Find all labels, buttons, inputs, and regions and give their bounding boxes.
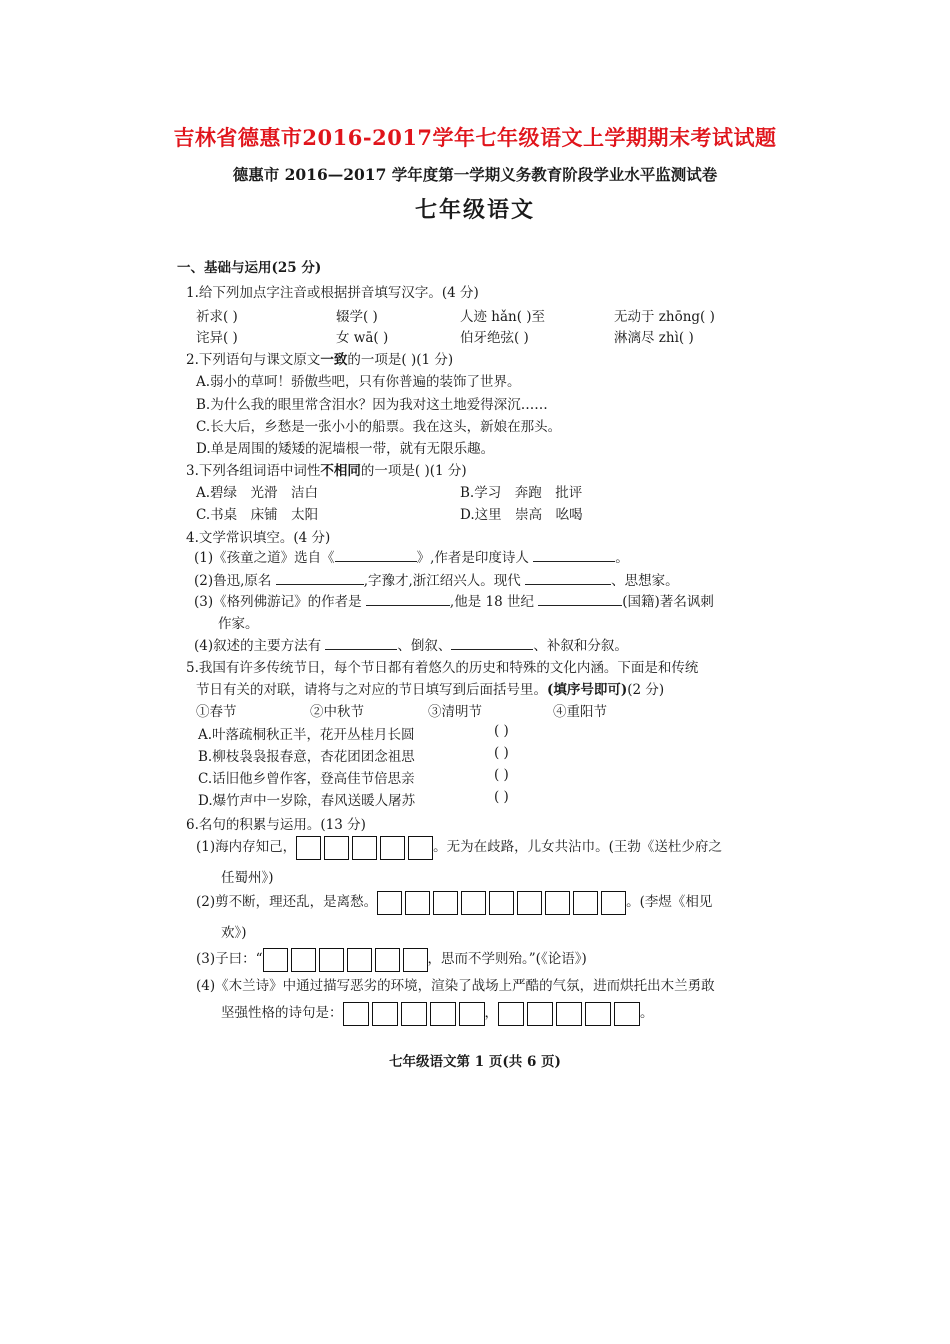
q3-stem-emphasis: 不相同 bbox=[320, 463, 361, 479]
q3-option: C.书桌 床铺 太阳 bbox=[196, 507, 319, 523]
q6-line bbox=[221, 999, 654, 1027]
q6-text: 任蜀州》) bbox=[221, 870, 274, 886]
page-footer: 七年级语文第 1 页(共 6 页) bbox=[389, 1054, 561, 1070]
answer-blank[interactable] bbox=[538, 592, 622, 606]
q3-option: D.这里 崇高 吆喝 bbox=[460, 507, 583, 523]
char-box[interactable] bbox=[377, 891, 402, 915]
char-box[interactable] bbox=[573, 891, 598, 915]
q2-stem-text: 的一项是( )(1 分) bbox=[347, 352, 454, 368]
char-box[interactable] bbox=[433, 891, 458, 915]
q4-text: 》,作者是印度诗人 bbox=[416, 550, 529, 566]
q1-item: 辍学( ) bbox=[336, 309, 378, 325]
char-box[interactable] bbox=[375, 948, 400, 972]
q2-option: C.长大后，乡愁是一张小小的船票。我在这头，新娘在那头。 bbox=[196, 419, 562, 435]
couplet: A.叶落疏桐秋正半，花开丛桂月长圆 bbox=[198, 727, 415, 743]
char-box[interactable] bbox=[319, 948, 344, 972]
char-box[interactable] bbox=[291, 948, 316, 972]
char-box[interactable] bbox=[372, 1002, 398, 1026]
festival-option: ③清明节 bbox=[428, 704, 482, 720]
q4-text: (3)《格列佛游记》的作者是 bbox=[194, 594, 362, 610]
char-box[interactable] bbox=[556, 1002, 582, 1026]
q5-stem bbox=[196, 678, 664, 698]
q3-stem bbox=[186, 459, 467, 479]
festival-option: ②中秋节 bbox=[310, 704, 364, 720]
q1-item: 无动于 zhōng( ) bbox=[614, 309, 715, 325]
answer-blank[interactable] bbox=[451, 636, 533, 650]
q6-text: (1)海内存知己， bbox=[196, 839, 297, 855]
q6-text: 坚强性格的诗句是： bbox=[221, 1005, 343, 1021]
q3-stem-text: 的一项是( )(1 分) bbox=[360, 463, 467, 479]
q6-line bbox=[196, 833, 722, 861]
q2-option: B.为什么我的眼里常含泪水？因为我对这土地爱得深沉…… bbox=[196, 397, 548, 413]
q4-text: 作家。 bbox=[218, 616, 259, 632]
answer-paren[interactable]: ( ) bbox=[494, 745, 509, 761]
q6-text: (2)剪不断，理还乱，是离愁。 bbox=[196, 894, 378, 910]
q4-stem: 4.文学常识填空。(4 分) bbox=[186, 530, 331, 546]
q1-item: 祈求( ) bbox=[196, 309, 238, 325]
char-box[interactable] bbox=[489, 891, 514, 915]
q6-text: 。无为在歧路，儿女共沾巾。(王勃《送杜少府之 bbox=[433, 839, 722, 855]
q5-stem-text: 节日有关的对联，请将与之对应的节日填写到后面括号里。 bbox=[196, 682, 547, 698]
answer-paren[interactable]: ( ) bbox=[494, 789, 509, 805]
answer-boxes[interactable] bbox=[296, 836, 433, 860]
answer-paren[interactable]: ( ) bbox=[494, 723, 509, 739]
q4-line bbox=[194, 546, 629, 566]
char-box[interactable] bbox=[601, 891, 626, 915]
q6-line bbox=[196, 945, 587, 973]
q6-text: ， bbox=[484, 1005, 498, 1021]
answer-blank[interactable] bbox=[366, 592, 450, 606]
q4-text: (2)鲁迅,原名 bbox=[194, 573, 272, 589]
answer-boxes[interactable] bbox=[343, 1002, 485, 1026]
q2-stem-text: 2.下列语句与课文原文 bbox=[186, 352, 321, 368]
char-box[interactable] bbox=[324, 836, 349, 860]
char-box[interactable] bbox=[545, 891, 570, 915]
q6-text: 欢》) bbox=[221, 925, 247, 941]
q4-line bbox=[194, 590, 714, 610]
q1-item: 诧异( ) bbox=[196, 330, 238, 346]
q6-text: ，思而不学则殆。”(《论语》) bbox=[427, 951, 587, 967]
char-box[interactable] bbox=[408, 836, 433, 860]
q4-text: (1)《孩童之道》选自《 bbox=[194, 550, 335, 566]
char-box[interactable] bbox=[459, 1002, 485, 1026]
char-box[interactable] bbox=[585, 1002, 611, 1026]
q1-item: 人迹 hǎn( )至 bbox=[460, 309, 546, 325]
q4-text: ,他是 18 世纪 bbox=[449, 594, 534, 610]
q3-option: A.碧绿 光滑 洁白 bbox=[196, 485, 319, 501]
q2-stem bbox=[186, 348, 453, 368]
q6-line bbox=[196, 888, 712, 916]
q1-stem: 1.给下列加点字注音或根据拼音填写汉字。(4 分) bbox=[186, 285, 479, 301]
char-box[interactable] bbox=[347, 948, 372, 972]
q2-stem-emphasis: 一致 bbox=[320, 352, 348, 368]
char-box[interactable] bbox=[263, 948, 288, 972]
answer-boxes[interactable] bbox=[377, 891, 626, 915]
q6-text: (3)子曰：“ bbox=[196, 951, 263, 967]
document-title: 吉林省德惠市2016-2017学年七年级语文上学期期末考试试题 bbox=[173, 125, 777, 150]
exam-subtitle: 德惠市 2016—2017 学年度第一学期义务教育阶段学业水平监测试卷 bbox=[232, 165, 718, 184]
q6-stem: 6.名句的积累与运用。(13 分) bbox=[186, 817, 366, 833]
answer-blank[interactable] bbox=[525, 571, 611, 585]
char-box[interactable] bbox=[296, 836, 321, 860]
q6-text: 。 bbox=[640, 1005, 654, 1021]
q5-stem: 5.我国有许多传统节日，每个节日都有着悠久的历史和特殊的文化内涵。下面是和传统 bbox=[186, 660, 699, 676]
q5-stem-text: (2 分) bbox=[627, 682, 665, 698]
char-box[interactable] bbox=[352, 836, 377, 860]
char-box[interactable] bbox=[405, 891, 430, 915]
q4-text: (4)叙述的主要方法有 bbox=[194, 638, 322, 654]
exam-title: 七年级语文 bbox=[414, 197, 535, 223]
q4-line bbox=[194, 569, 679, 589]
char-box[interactable] bbox=[403, 948, 428, 972]
q4-text: 、倒叙、 bbox=[397, 638, 452, 654]
q1-item: 伯牙绝弦( ) bbox=[460, 330, 529, 346]
q5-stem-emphasis: (填序号即可) bbox=[547, 682, 628, 698]
q3-option: B.学习 奔跑 批评 bbox=[460, 485, 583, 501]
q4-text: 。 bbox=[615, 550, 629, 566]
answer-boxes[interactable] bbox=[263, 948, 428, 972]
answer-paren[interactable]: ( ) bbox=[494, 767, 509, 783]
section-heading: 一、基础与运用(25 分) bbox=[177, 260, 322, 276]
q4-text: 、思想家。 bbox=[611, 573, 679, 589]
q2-option: D.单是周围的矮矮的泥墙根一带，就有无限乐趣。 bbox=[196, 441, 495, 457]
answer-boxes[interactable] bbox=[498, 1002, 640, 1026]
q2-option: A.弱小的草呵！骄傲些吧，只有你普遍的装饰了世界。 bbox=[196, 374, 521, 390]
answer-blank[interactable] bbox=[335, 548, 417, 562]
answer-blank[interactable] bbox=[276, 571, 364, 585]
answer-blank[interactable] bbox=[533, 548, 615, 562]
char-box[interactable] bbox=[517, 891, 542, 915]
char-box[interactable] bbox=[461, 891, 486, 915]
q4-text: (国籍)著名讽刺 bbox=[622, 594, 714, 610]
char-box[interactable] bbox=[614, 1002, 640, 1026]
couplet: D.爆竹声中一岁除，春风送暖人屠苏 bbox=[198, 793, 416, 809]
char-box[interactable] bbox=[527, 1002, 553, 1026]
festival-option: ①春节 bbox=[196, 704, 237, 720]
q4-line bbox=[194, 634, 628, 654]
q1-item: 淋漓尽 zhì( ) bbox=[614, 330, 694, 346]
q1-item: 女 wā( ) bbox=[336, 330, 389, 346]
q3-stem-text: 3.下列各组词语中词性 bbox=[186, 463, 321, 479]
couplet: B.柳枝袅袅报春意，杏花团团念祖思 bbox=[198, 749, 415, 765]
festival-option: ④重阳节 bbox=[553, 704, 607, 720]
char-box[interactable] bbox=[430, 1002, 456, 1026]
q4-text: 、补叙和分叙。 bbox=[533, 638, 628, 654]
char-box[interactable] bbox=[498, 1002, 524, 1026]
char-box[interactable] bbox=[380, 836, 405, 860]
q6-text: (4)《木兰诗》中通过描写恶劣的环境，渲染了战场上严酷的气氛，进而烘托出木兰勇敢 bbox=[196, 978, 715, 994]
char-box[interactable] bbox=[401, 1002, 427, 1026]
couplet: C.话旧他乡曾作客，登高佳节倍思亲 bbox=[198, 771, 415, 787]
q6-text: 。(李煜《相见 bbox=[626, 894, 713, 910]
char-box[interactable] bbox=[343, 1002, 369, 1026]
q4-text: ,字豫才,浙江绍兴人。现代 bbox=[363, 573, 521, 589]
answer-blank[interactable] bbox=[325, 636, 397, 650]
